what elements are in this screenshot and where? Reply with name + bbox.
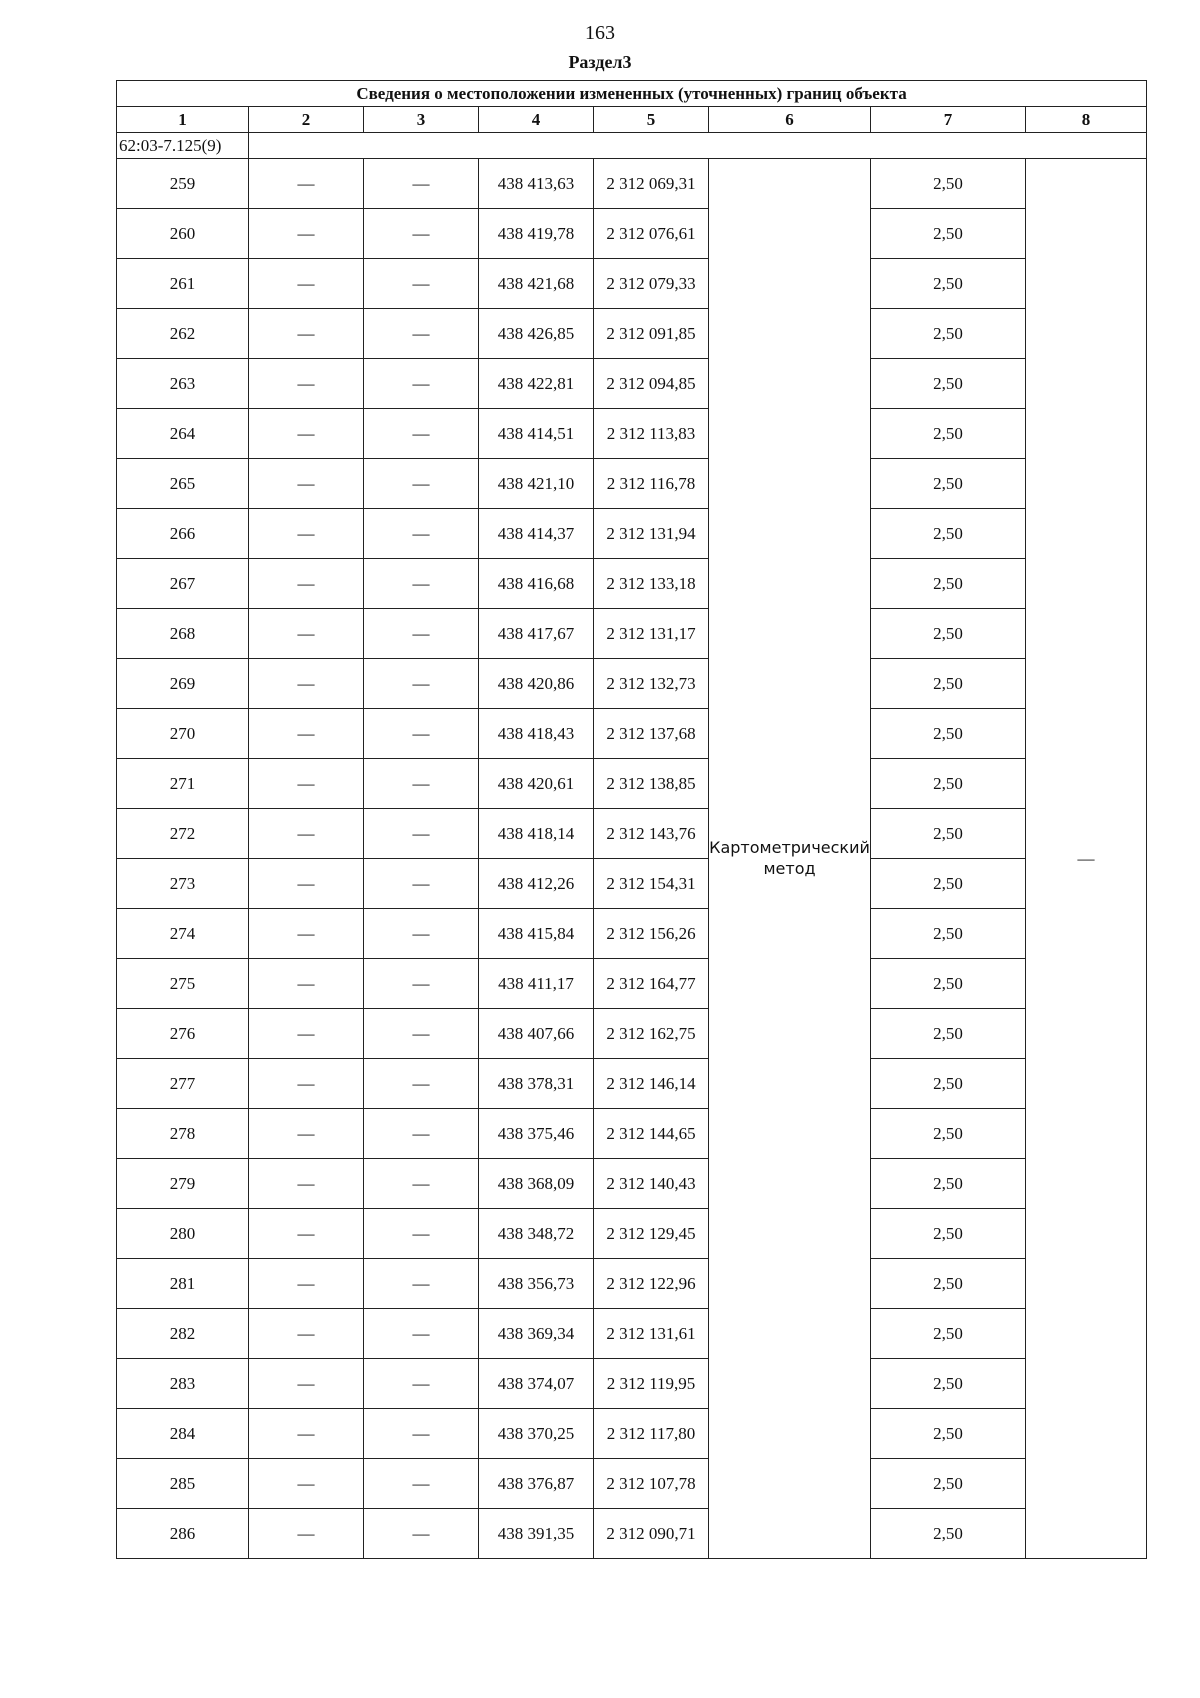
table-row <box>117 209 1147 259</box>
column-number: 2 <box>249 107 364 133</box>
col2-value: — <box>249 409 364 459</box>
accuracy-value: 2,50 <box>871 1009 1026 1059</box>
column-number: 3 <box>364 107 479 133</box>
y-coordinate: 2 312 107,78 <box>594 1459 709 1509</box>
col3-value: — <box>364 959 479 1009</box>
point-number: 271 <box>117 759 249 809</box>
accuracy-value: 2,50 <box>871 359 1026 409</box>
col2-value: — <box>249 759 364 809</box>
x-coordinate: 438 407,66 <box>479 1009 594 1059</box>
column-number: 5 <box>594 107 709 133</box>
section-title: Раздел3 <box>568 52 632 72</box>
col3-value: — <box>364 409 479 459</box>
table-row <box>117 859 1147 909</box>
y-coordinate: 2 312 140,43 <box>594 1159 709 1209</box>
accuracy-value: 2,50 <box>871 1159 1026 1209</box>
col3-value: — <box>364 1159 479 1209</box>
x-coordinate: 438 422,81 <box>479 359 594 409</box>
accuracy-value: 2,50 <box>871 209 1026 259</box>
x-coordinate: 438 368,09 <box>479 1159 594 1209</box>
point-number: 274 <box>117 909 249 959</box>
point-number: 278 <box>117 1109 249 1159</box>
col3-value: — <box>364 1109 479 1159</box>
y-coordinate: 2 312 131,61 <box>594 1309 709 1359</box>
y-coordinate: 2 312 094,85 <box>594 359 709 409</box>
col2-value: — <box>249 809 364 859</box>
point-number: 260 <box>117 209 249 259</box>
object-id: 62:03-7.125(9) <box>117 133 249 159</box>
column-number: 7 <box>871 107 1026 133</box>
x-coordinate: 438 415,84 <box>479 909 594 959</box>
x-coordinate: 438 426,85 <box>479 309 594 359</box>
y-coordinate: 2 312 156,26 <box>594 909 709 959</box>
col3-value: — <box>364 1409 479 1459</box>
col3-value: — <box>364 609 479 659</box>
col2-value: — <box>249 259 364 309</box>
col3-value: — <box>364 159 479 209</box>
object-id-row <box>117 133 1147 159</box>
point-number: 286 <box>117 1509 249 1559</box>
table-row <box>117 259 1147 309</box>
accuracy-value: 2,50 <box>871 1509 1026 1559</box>
col3-value: — <box>364 1509 479 1559</box>
col3-value: — <box>364 859 479 909</box>
y-coordinate: 2 312 076,61 <box>594 209 709 259</box>
table-row <box>117 759 1147 809</box>
accuracy-value: 2,50 <box>871 709 1026 759</box>
table-row <box>117 359 1147 409</box>
col3-value: — <box>364 709 479 759</box>
col2-value: — <box>249 1009 364 1059</box>
x-coordinate: 438 418,14 <box>479 809 594 859</box>
col3-value: — <box>364 559 479 609</box>
col2-value: — <box>249 309 364 359</box>
y-coordinate: 2 312 146,14 <box>594 1059 709 1109</box>
point-number: 261 <box>117 259 249 309</box>
col2-value: — <box>249 1109 364 1159</box>
table-row <box>117 1359 1147 1409</box>
col3-value: — <box>364 1259 479 1309</box>
col3-value: — <box>364 259 479 309</box>
y-coordinate: 2 312 164,77 <box>594 959 709 1009</box>
x-coordinate: 438 369,34 <box>479 1309 594 1359</box>
y-coordinate: 2 312 079,33 <box>594 259 709 309</box>
point-number: 275 <box>117 959 249 1009</box>
col2-value: — <box>249 1309 364 1359</box>
accuracy-value: 2,50 <box>871 1459 1026 1509</box>
y-coordinate: 2 312 131,17 <box>594 609 709 659</box>
y-coordinate: 2 312 091,85 <box>594 309 709 359</box>
accuracy-value: 2,50 <box>871 1059 1026 1109</box>
accuracy-value: 2,50 <box>871 859 1026 909</box>
x-coordinate: 438 416,68 <box>479 559 594 609</box>
column-number: 6 <box>709 107 871 133</box>
col3-value: — <box>364 459 479 509</box>
x-coordinate: 438 421,10 <box>479 459 594 509</box>
x-coordinate: 438 374,07 <box>479 1359 594 1409</box>
table-row <box>117 1059 1147 1109</box>
x-coordinate: 438 376,87 <box>479 1459 594 1509</box>
y-coordinate: 2 312 122,96 <box>594 1259 709 1309</box>
col2-value: — <box>249 1159 364 1209</box>
col3-value: — <box>364 309 479 359</box>
table-row <box>117 1109 1147 1159</box>
y-coordinate: 2 312 113,83 <box>594 409 709 459</box>
y-coordinate: 2 312 133,18 <box>594 559 709 609</box>
y-coordinate: 2 312 143,76 <box>594 809 709 859</box>
y-coordinate: 2 312 117,80 <box>594 1409 709 1459</box>
point-number: 267 <box>117 559 249 609</box>
col2-value: — <box>249 559 364 609</box>
point-number: 263 <box>117 359 249 409</box>
x-coordinate: 438 391,35 <box>479 1509 594 1559</box>
table-row <box>117 1009 1147 1059</box>
x-coordinate: 438 414,51 <box>479 409 594 459</box>
x-coordinate: 438 378,31 <box>479 1059 594 1109</box>
col2-value: — <box>249 1509 364 1559</box>
table-row <box>117 959 1147 1009</box>
column-number: 1 <box>117 107 249 133</box>
accuracy-value: 2,50 <box>871 1359 1026 1409</box>
table-row <box>117 1159 1147 1209</box>
point-number: 259 <box>117 159 249 209</box>
col3-value: — <box>364 1209 479 1259</box>
y-coordinate: 2 312 154,31 <box>594 859 709 909</box>
method-cell: Картометрический метод <box>709 159 871 1559</box>
y-coordinate: 2 312 131,94 <box>594 509 709 559</box>
table-row <box>117 709 1147 759</box>
x-coordinate: 438 356,73 <box>479 1259 594 1309</box>
column-number: 4 <box>479 107 594 133</box>
x-coordinate: 438 420,61 <box>479 759 594 809</box>
accuracy-value: 2,50 <box>871 659 1026 709</box>
x-coordinate: 438 420,86 <box>479 659 594 709</box>
point-number: 273 <box>117 859 249 909</box>
y-coordinate: 2 312 116,78 <box>594 459 709 509</box>
col2-value: — <box>249 1259 364 1309</box>
y-coordinate: 2 312 132,73 <box>594 659 709 709</box>
page-number: 163 <box>585 22 615 44</box>
point-number: 281 <box>117 1259 249 1309</box>
point-number: 277 <box>117 1059 249 1109</box>
col3-value: — <box>364 209 479 259</box>
accuracy-value: 2,50 <box>871 509 1026 559</box>
table-row <box>117 1259 1147 1309</box>
point-number: 264 <box>117 409 249 459</box>
table-row <box>117 659 1147 709</box>
col2-value: — <box>249 659 364 709</box>
table-row <box>117 809 1147 859</box>
accuracy-value: 2,50 <box>871 159 1026 209</box>
table-caption: Сведения о местоположении измененных (уточненных) границ объекта <box>117 81 1147 107</box>
col3-value: — <box>364 359 479 409</box>
col3-value: — <box>364 659 479 709</box>
x-coordinate: 438 412,26 <box>479 859 594 909</box>
col3-value: — <box>364 1459 479 1509</box>
x-coordinate: 438 370,25 <box>479 1409 594 1459</box>
point-number: 262 <box>117 309 249 359</box>
y-coordinate: 2 312 119,95 <box>594 1359 709 1409</box>
y-coordinate: 2 312 069,31 <box>594 159 709 209</box>
x-coordinate: 438 414,37 <box>479 509 594 559</box>
accuracy-value: 2,50 <box>871 959 1026 1009</box>
point-number: 285 <box>117 1459 249 1509</box>
col2-value: — <box>249 1459 364 1509</box>
col2-value: — <box>249 1409 364 1459</box>
point-number: 270 <box>117 709 249 759</box>
col8-cell: — <box>1026 159 1147 1559</box>
object-id-filler <box>249 133 1147 159</box>
point-number: 284 <box>117 1409 249 1459</box>
col2-value: — <box>249 959 364 1009</box>
table-row <box>117 1409 1147 1459</box>
col2-value: — <box>249 709 364 759</box>
col2-value: — <box>249 1059 364 1109</box>
x-coordinate: 438 413,63 <box>479 159 594 209</box>
table-row <box>117 609 1147 659</box>
col2-value: — <box>249 509 364 559</box>
accuracy-value: 2,50 <box>871 309 1026 359</box>
col3-value: — <box>364 509 479 559</box>
col3-value: — <box>364 909 479 959</box>
col3-value: — <box>364 1359 479 1409</box>
table-row <box>117 1309 1147 1359</box>
col2-value: — <box>249 1359 364 1409</box>
point-number: 266 <box>117 509 249 559</box>
point-number: 282 <box>117 1309 249 1359</box>
table-row <box>117 1509 1147 1559</box>
col3-value: — <box>364 1009 479 1059</box>
point-number: 279 <box>117 1159 249 1209</box>
accuracy-value: 2,50 <box>871 759 1026 809</box>
accuracy-value: 2,50 <box>871 409 1026 459</box>
accuracy-value: 2,50 <box>871 1259 1026 1309</box>
table-row <box>117 159 1147 209</box>
y-coordinate: 2 312 090,71 <box>594 1509 709 1559</box>
accuracy-value: 2,50 <box>871 1309 1026 1359</box>
column-numbers-row <box>117 107 1147 133</box>
table-row <box>117 309 1147 359</box>
boundary-coordinates-table <box>116 80 1147 1559</box>
accuracy-value: 2,50 <box>871 609 1026 659</box>
y-coordinate: 2 312 137,68 <box>594 709 709 759</box>
point-number: 280 <box>117 1209 249 1259</box>
col2-value: — <box>249 459 364 509</box>
col2-value: — <box>249 609 364 659</box>
accuracy-value: 2,50 <box>871 459 1026 509</box>
x-coordinate: 438 418,43 <box>479 709 594 759</box>
accuracy-value: 2,50 <box>871 809 1026 859</box>
x-coordinate: 438 417,67 <box>479 609 594 659</box>
table-row <box>117 459 1147 509</box>
point-number: 272 <box>117 809 249 859</box>
table-row <box>117 1459 1147 1509</box>
table-row <box>117 1209 1147 1259</box>
col2-value: — <box>249 859 364 909</box>
point-number: 283 <box>117 1359 249 1409</box>
point-number: 276 <box>117 1009 249 1059</box>
col2-value: — <box>249 159 364 209</box>
table-row <box>117 509 1147 559</box>
accuracy-value: 2,50 <box>871 1409 1026 1459</box>
y-coordinate: 2 312 129,45 <box>594 1209 709 1259</box>
col2-value: — <box>249 359 364 409</box>
table-row <box>117 409 1147 459</box>
table-row <box>117 559 1147 609</box>
point-number: 265 <box>117 459 249 509</box>
accuracy-value: 2,50 <box>871 559 1026 609</box>
col3-value: — <box>364 1309 479 1359</box>
accuracy-value: 2,50 <box>871 909 1026 959</box>
x-coordinate: 438 421,68 <box>479 259 594 309</box>
point-number: 268 <box>117 609 249 659</box>
table-caption-row <box>117 81 1147 107</box>
y-coordinate: 2 312 162,75 <box>594 1009 709 1059</box>
col3-value: — <box>364 1059 479 1109</box>
x-coordinate: 438 375,46 <box>479 1109 594 1159</box>
accuracy-value: 2,50 <box>871 1209 1026 1259</box>
accuracy-value: 2,50 <box>871 1109 1026 1159</box>
x-coordinate: 438 348,72 <box>479 1209 594 1259</box>
col2-value: — <box>249 209 364 259</box>
x-coordinate: 438 411,17 <box>479 959 594 1009</box>
x-coordinate: 438 419,78 <box>479 209 594 259</box>
table-body <box>117 81 1147 1559</box>
column-number: 8 <box>1026 107 1147 133</box>
col3-value: — <box>364 759 479 809</box>
accuracy-value: 2,50 <box>871 259 1026 309</box>
col2-value: — <box>249 909 364 959</box>
table-row <box>117 909 1147 959</box>
y-coordinate: 2 312 138,85 <box>594 759 709 809</box>
point-number: 269 <box>117 659 249 709</box>
col2-value: — <box>249 1209 364 1259</box>
y-coordinate: 2 312 144,65 <box>594 1109 709 1159</box>
col3-value: — <box>364 809 479 859</box>
